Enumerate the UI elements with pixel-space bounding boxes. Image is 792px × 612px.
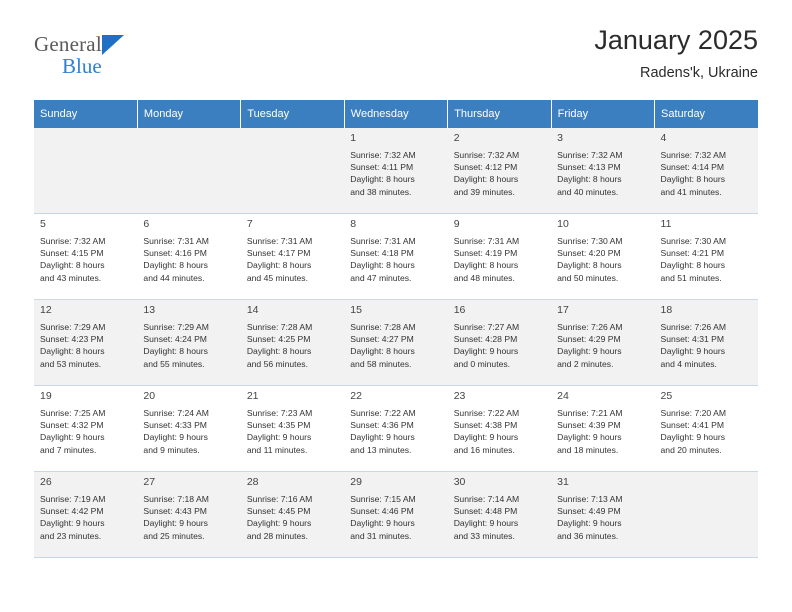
calendar-day-cell[interactable] [655, 300, 758, 386]
day-detail-line: Sunset: 4:48 PM [453, 506, 518, 517]
calendar-day-cell[interactable] [241, 472, 344, 558]
day-detail-line: Daylight: 8 hours [246, 260, 312, 271]
day-detail-line: Sunrise: 7:31 AM [350, 235, 416, 246]
day-detail-line: Sunset: 4:13 PM [557, 162, 621, 173]
calendar-day-cell[interactable] [448, 472, 551, 558]
day-number: 31 [557, 476, 569, 488]
day-detail-line: Sunset: 4:35 PM [246, 420, 311, 431]
day-detail-line: Daylight: 9 hours [246, 432, 312, 443]
day-number: 21 [246, 390, 259, 402]
day-detail-line: Sunrise: 7:21 AM [557, 407, 623, 418]
calendar-body [34, 128, 758, 558]
title-block [594, 26, 758, 81]
calendar-day-cell[interactable] [448, 300, 551, 386]
day-detail-line: Sunset: 4:11 PM [350, 162, 414, 173]
day-detail-line: Daylight: 9 hours [143, 432, 208, 443]
day-detail-line: Sunset: 4:27 PM [350, 334, 414, 345]
day-detail-line: Sunset: 4:23 PM [40, 334, 104, 345]
page-title: January 2025 [594, 25, 758, 55]
logo-triangle-icon [102, 35, 124, 55]
calendar-day-cell[interactable] [448, 214, 551, 300]
day-detail-line: and 47 minutes. [350, 272, 412, 283]
day-number: 16 [453, 304, 466, 316]
calendar-day-cell[interactable] [655, 128, 758, 214]
day-detail-line: and 2 minutes. [557, 358, 614, 369]
day-detail-line: Sunset: 4:16 PM [143, 248, 207, 259]
day-number: 23 [453, 390, 466, 402]
day-detail-line: Sunset: 4:29 PM [557, 334, 621, 345]
weekday-header-friday: Friday [551, 100, 654, 128]
weekday-header-thursday: Thursday [448, 100, 551, 128]
day-detail-line: Sunset: 4:38 PM [453, 420, 518, 431]
day-detail-line: Daylight: 9 hours [350, 432, 415, 443]
calendar-week-row [34, 386, 758, 472]
day-detail-line: Sunrise: 7:26 AM [557, 321, 623, 332]
logo-word-general: General [34, 32, 102, 56]
day-number: 6 [143, 218, 150, 230]
day-detail-line: Sunrise: 7:22 AM [453, 407, 520, 418]
calendar-day-cell[interactable] [344, 128, 447, 214]
calendar-empty-cell [241, 128, 344, 214]
day-detail-line: Sunrise: 7:15 AM [350, 493, 416, 504]
calendar-day-cell[interactable] [344, 214, 447, 300]
day-number: 9 [453, 218, 460, 230]
day-number: 18 [660, 304, 673, 316]
day-detail-line: Sunset: 4:32 PM [40, 420, 104, 431]
day-number: 4 [660, 132, 667, 144]
day-detail-line: Sunrise: 7:31 AM [246, 235, 313, 246]
day-detail-line: Sunrise: 7:32 AM [453, 149, 520, 160]
logo-word-blue: Blue [62, 54, 102, 78]
day-detail-line: Sunrise: 7:28 AM [246, 321, 313, 332]
day-number: 5 [40, 218, 46, 230]
day-detail-line: Daylight: 9 hours [660, 346, 726, 357]
day-number: 29 [350, 476, 362, 488]
day-detail-line: and 28 minutes. [246, 530, 308, 541]
day-number: 15 [350, 304, 362, 316]
day-detail-line: Daylight: 8 hours [40, 346, 105, 357]
calendar-day-cell[interactable] [137, 386, 240, 472]
day-detail-line: Sunset: 4:21 PM [660, 248, 725, 259]
day-detail-line: Sunrise: 7:19 AM [40, 493, 106, 504]
calendar-day-cell[interactable] [34, 386, 137, 472]
calendar-day-cell[interactable] [241, 300, 344, 386]
day-detail-line: and 20 minutes. [660, 444, 722, 455]
day-detail-line: and 48 minutes. [453, 272, 515, 283]
day-detail-line: Daylight: 9 hours [246, 518, 312, 529]
location-subtitle: Radens'k, Ukraine [639, 64, 758, 81]
calendar-week-row [34, 128, 758, 214]
day-number: 24 [557, 390, 569, 402]
day-number: 2 [453, 132, 460, 144]
page-header [34, 26, 758, 90]
calendar-day-cell[interactable] [448, 128, 551, 214]
day-detail-line: Daylight: 8 hours [246, 346, 312, 357]
day-detail-line: Sunrise: 7:30 AM [660, 235, 726, 246]
day-number: 3 [557, 132, 563, 144]
day-detail-line: Sunset: 4:33 PM [143, 420, 207, 431]
day-detail-line: Daylight: 8 hours [143, 260, 208, 271]
calendar-table [34, 100, 758, 558]
day-detail-line: and 4 minutes. [660, 358, 717, 369]
weekday-header-sunday: Sunday [34, 100, 137, 128]
day-number: 19 [40, 390, 52, 402]
calendar-empty-cell [655, 472, 758, 558]
calendar-day-cell[interactable] [241, 214, 344, 300]
day-detail-line: Daylight: 9 hours [660, 432, 726, 443]
day-number: 13 [143, 304, 156, 316]
day-detail-line: Sunrise: 7:25 AM [40, 407, 106, 418]
day-detail-line: and 56 minutes. [246, 358, 308, 369]
day-number: 26 [40, 476, 52, 488]
weekday-header-monday: Monday [137, 100, 240, 128]
day-detail-line: and 50 minutes. [557, 272, 619, 283]
weekday-header-row [34, 100, 758, 128]
day-detail-line: and 31 minutes. [350, 530, 412, 541]
day-detail-line: Sunset: 4:45 PM [246, 506, 311, 517]
day-detail-line: and 33 minutes. [453, 530, 515, 541]
calendar-day-cell[interactable] [344, 300, 447, 386]
day-detail-line: Sunset: 4:36 PM [350, 420, 414, 431]
day-detail-line: Sunrise: 7:27 AM [453, 321, 520, 332]
day-detail-line: Daylight: 8 hours [660, 174, 726, 185]
day-detail-line: and 45 minutes. [246, 272, 308, 283]
day-detail-line: Daylight: 9 hours [453, 432, 519, 443]
day-number: 22 [350, 390, 362, 402]
day-detail-line: and 40 minutes. [557, 186, 619, 197]
day-detail-line: Daylight: 8 hours [143, 346, 208, 357]
day-detail-line: Sunset: 4:28 PM [453, 334, 518, 345]
day-detail-line: and 39 minutes. [453, 186, 515, 197]
day-detail-line: and 55 minutes. [143, 358, 205, 369]
day-detail-line: Daylight: 9 hours [143, 518, 208, 529]
calendar-day-cell[interactable] [34, 214, 137, 300]
weekday-header-tuesday: Tuesday [241, 100, 344, 128]
day-number: 30 [453, 476, 466, 488]
day-detail-line: Daylight: 8 hours [453, 260, 519, 271]
day-detail-line: and 11 minutes. [246, 444, 308, 455]
calendar-day-cell[interactable] [655, 214, 758, 300]
day-number: 17 [557, 304, 569, 316]
day-detail-line: and 23 minutes. [40, 530, 102, 541]
day-detail-line: Sunrise: 7:14 AM [453, 493, 520, 504]
day-detail-line: Sunrise: 7:32 AM [40, 235, 106, 246]
day-detail-line: and 38 minutes. [350, 186, 412, 197]
day-detail-line: Sunset: 4:25 PM [246, 334, 311, 345]
day-detail-line: and 9 minutes. [143, 444, 200, 455]
day-detail-line: Sunrise: 7:28 AM [350, 321, 416, 332]
day-number: 7 [246, 218, 253, 230]
calendar-day-cell[interactable] [241, 386, 344, 472]
day-detail-line: Sunrise: 7:32 AM [350, 149, 416, 160]
day-detail-line: Sunset: 4:17 PM [246, 248, 311, 259]
day-detail-line: Daylight: 9 hours [40, 518, 105, 529]
day-detail-line: Sunrise: 7:22 AM [350, 407, 416, 418]
day-detail-line: Daylight: 8 hours [350, 346, 415, 357]
calendar-day-cell[interactable] [448, 386, 551, 472]
day-number: 20 [143, 390, 156, 402]
day-detail-line: Daylight: 8 hours [350, 260, 415, 271]
calendar-day-cell[interactable] [137, 300, 240, 386]
day-detail-line: and 16 minutes. [453, 444, 515, 455]
day-detail-line: and 7 minutes. [40, 444, 97, 455]
day-detail-line: Sunset: 4:41 PM [660, 420, 725, 431]
day-detail-line: Daylight: 9 hours [350, 518, 415, 529]
day-detail-line: Sunrise: 7:32 AM [660, 149, 726, 160]
day-detail-line: and 51 minutes. [660, 272, 722, 283]
weekday-header-saturday: Saturday [655, 100, 758, 128]
day-number: 8 [350, 218, 357, 230]
day-number: 28 [246, 476, 259, 488]
day-detail-line: Sunset: 4:20 PM [557, 248, 621, 259]
day-detail-line: Daylight: 9 hours [557, 518, 622, 529]
day-detail-line: Sunrise: 7:18 AM [143, 493, 209, 504]
day-detail-line: Sunrise: 7:32 AM [557, 149, 623, 160]
day-detail-line: and 25 minutes. [143, 530, 205, 541]
calendar-week-row [34, 214, 758, 300]
day-detail-line: Sunrise: 7:31 AM [453, 235, 520, 246]
day-detail-line: Sunset: 4:14 PM [660, 162, 725, 173]
day-detail-line: Daylight: 9 hours [557, 346, 622, 357]
day-number: 25 [660, 390, 673, 402]
calendar-day-cell[interactable] [137, 214, 240, 300]
day-detail-line: and 18 minutes. [557, 444, 619, 455]
day-number: 11 [660, 218, 672, 230]
calendar-day-cell[interactable] [655, 386, 758, 472]
calendar-day-cell[interactable] [137, 472, 240, 558]
calendar-day-cell[interactable] [551, 128, 654, 214]
day-detail-line: and 58 minutes. [350, 358, 412, 369]
day-detail-line: Daylight: 9 hours [453, 518, 519, 529]
calendar-week-row [34, 472, 758, 558]
day-number: 12 [40, 304, 52, 316]
day-detail-line: Daylight: 8 hours [453, 174, 519, 185]
logo-top-row [34, 34, 102, 55]
day-detail-line: and 43 minutes. [40, 272, 102, 283]
day-detail-line: Sunset: 4:46 PM [350, 506, 414, 517]
day-detail-line: Sunset: 4:43 PM [143, 506, 207, 517]
day-detail-line: Sunset: 4:18 PM [350, 248, 414, 259]
day-detail-line: and 44 minutes. [143, 272, 205, 283]
day-detail-line: Daylight: 8 hours [350, 174, 415, 185]
day-number: 1 [350, 132, 357, 144]
day-detail-line: Sunset: 4:39 PM [557, 420, 621, 431]
day-detail-line: and 41 minutes. [660, 186, 722, 197]
day-detail-line: Sunset: 4:24 PM [143, 334, 207, 345]
day-detail-line: and 13 minutes. [350, 444, 412, 455]
day-detail-line: Daylight: 8 hours [557, 260, 622, 271]
weekday-header-wednesday: Wednesday [344, 100, 447, 128]
general-blue-logo [34, 26, 102, 77]
calendar-empty-cell [137, 128, 240, 214]
day-detail-line: Sunrise: 7:31 AM [143, 235, 209, 246]
day-detail-line: Sunrise: 7:16 AM [246, 493, 313, 504]
day-detail-line: and 0 minutes. [453, 358, 511, 369]
day-detail-line: Sunset: 4:12 PM [453, 162, 518, 173]
calendar-day-cell[interactable] [551, 386, 654, 472]
day-detail-line: Daylight: 9 hours [453, 346, 519, 357]
day-detail-line: Sunset: 4:42 PM [40, 506, 104, 517]
day-detail-line: Daylight: 9 hours [40, 432, 105, 443]
day-number: 10 [557, 218, 569, 230]
day-number: 14 [246, 304, 259, 316]
day-detail-line: Daylight: 8 hours [660, 260, 726, 271]
day-detail-line: and 36 minutes. [557, 530, 619, 541]
day-detail-line: Sunrise: 7:29 AM [40, 321, 106, 332]
day-detail-line: Sunrise: 7:23 AM [246, 407, 313, 418]
day-detail-line: Sunset: 4:49 PM [557, 506, 621, 517]
day-detail-line: Sunrise: 7:20 AM [660, 407, 726, 418]
day-detail-line: Sunrise: 7:30 AM [557, 235, 623, 246]
calendar-day-cell[interactable] [344, 386, 447, 472]
day-detail-line: and 53 minutes. [40, 358, 102, 369]
day-detail-line: Sunset: 4:31 PM [660, 334, 725, 345]
calendar-day-cell[interactable] [344, 472, 447, 558]
day-detail-line: Sunrise: 7:26 AM [660, 321, 726, 332]
day-detail-line: Sunrise: 7:13 AM [557, 493, 623, 504]
day-detail-line: Daylight: 9 hours [557, 432, 622, 443]
day-detail-line: Daylight: 8 hours [40, 260, 105, 271]
calendar-day-cell[interactable] [34, 472, 137, 558]
calendar-week-row [34, 300, 758, 386]
day-detail-line: Sunset: 4:15 PM [40, 248, 104, 259]
calendar-day-cell[interactable] [34, 300, 137, 386]
calendar-day-cell[interactable] [551, 300, 654, 386]
calendar-day-cell[interactable] [551, 214, 654, 300]
day-detail-line: Daylight: 8 hours [557, 174, 622, 185]
day-detail-line: Sunrise: 7:24 AM [143, 407, 209, 418]
calendar-day-cell[interactable] [551, 472, 654, 558]
calendar-empty-cell [34, 128, 137, 214]
day-detail-line: Sunset: 4:19 PM [453, 248, 518, 259]
day-number: 27 [143, 476, 156, 488]
day-detail-line: Sunrise: 7:29 AM [143, 321, 209, 332]
